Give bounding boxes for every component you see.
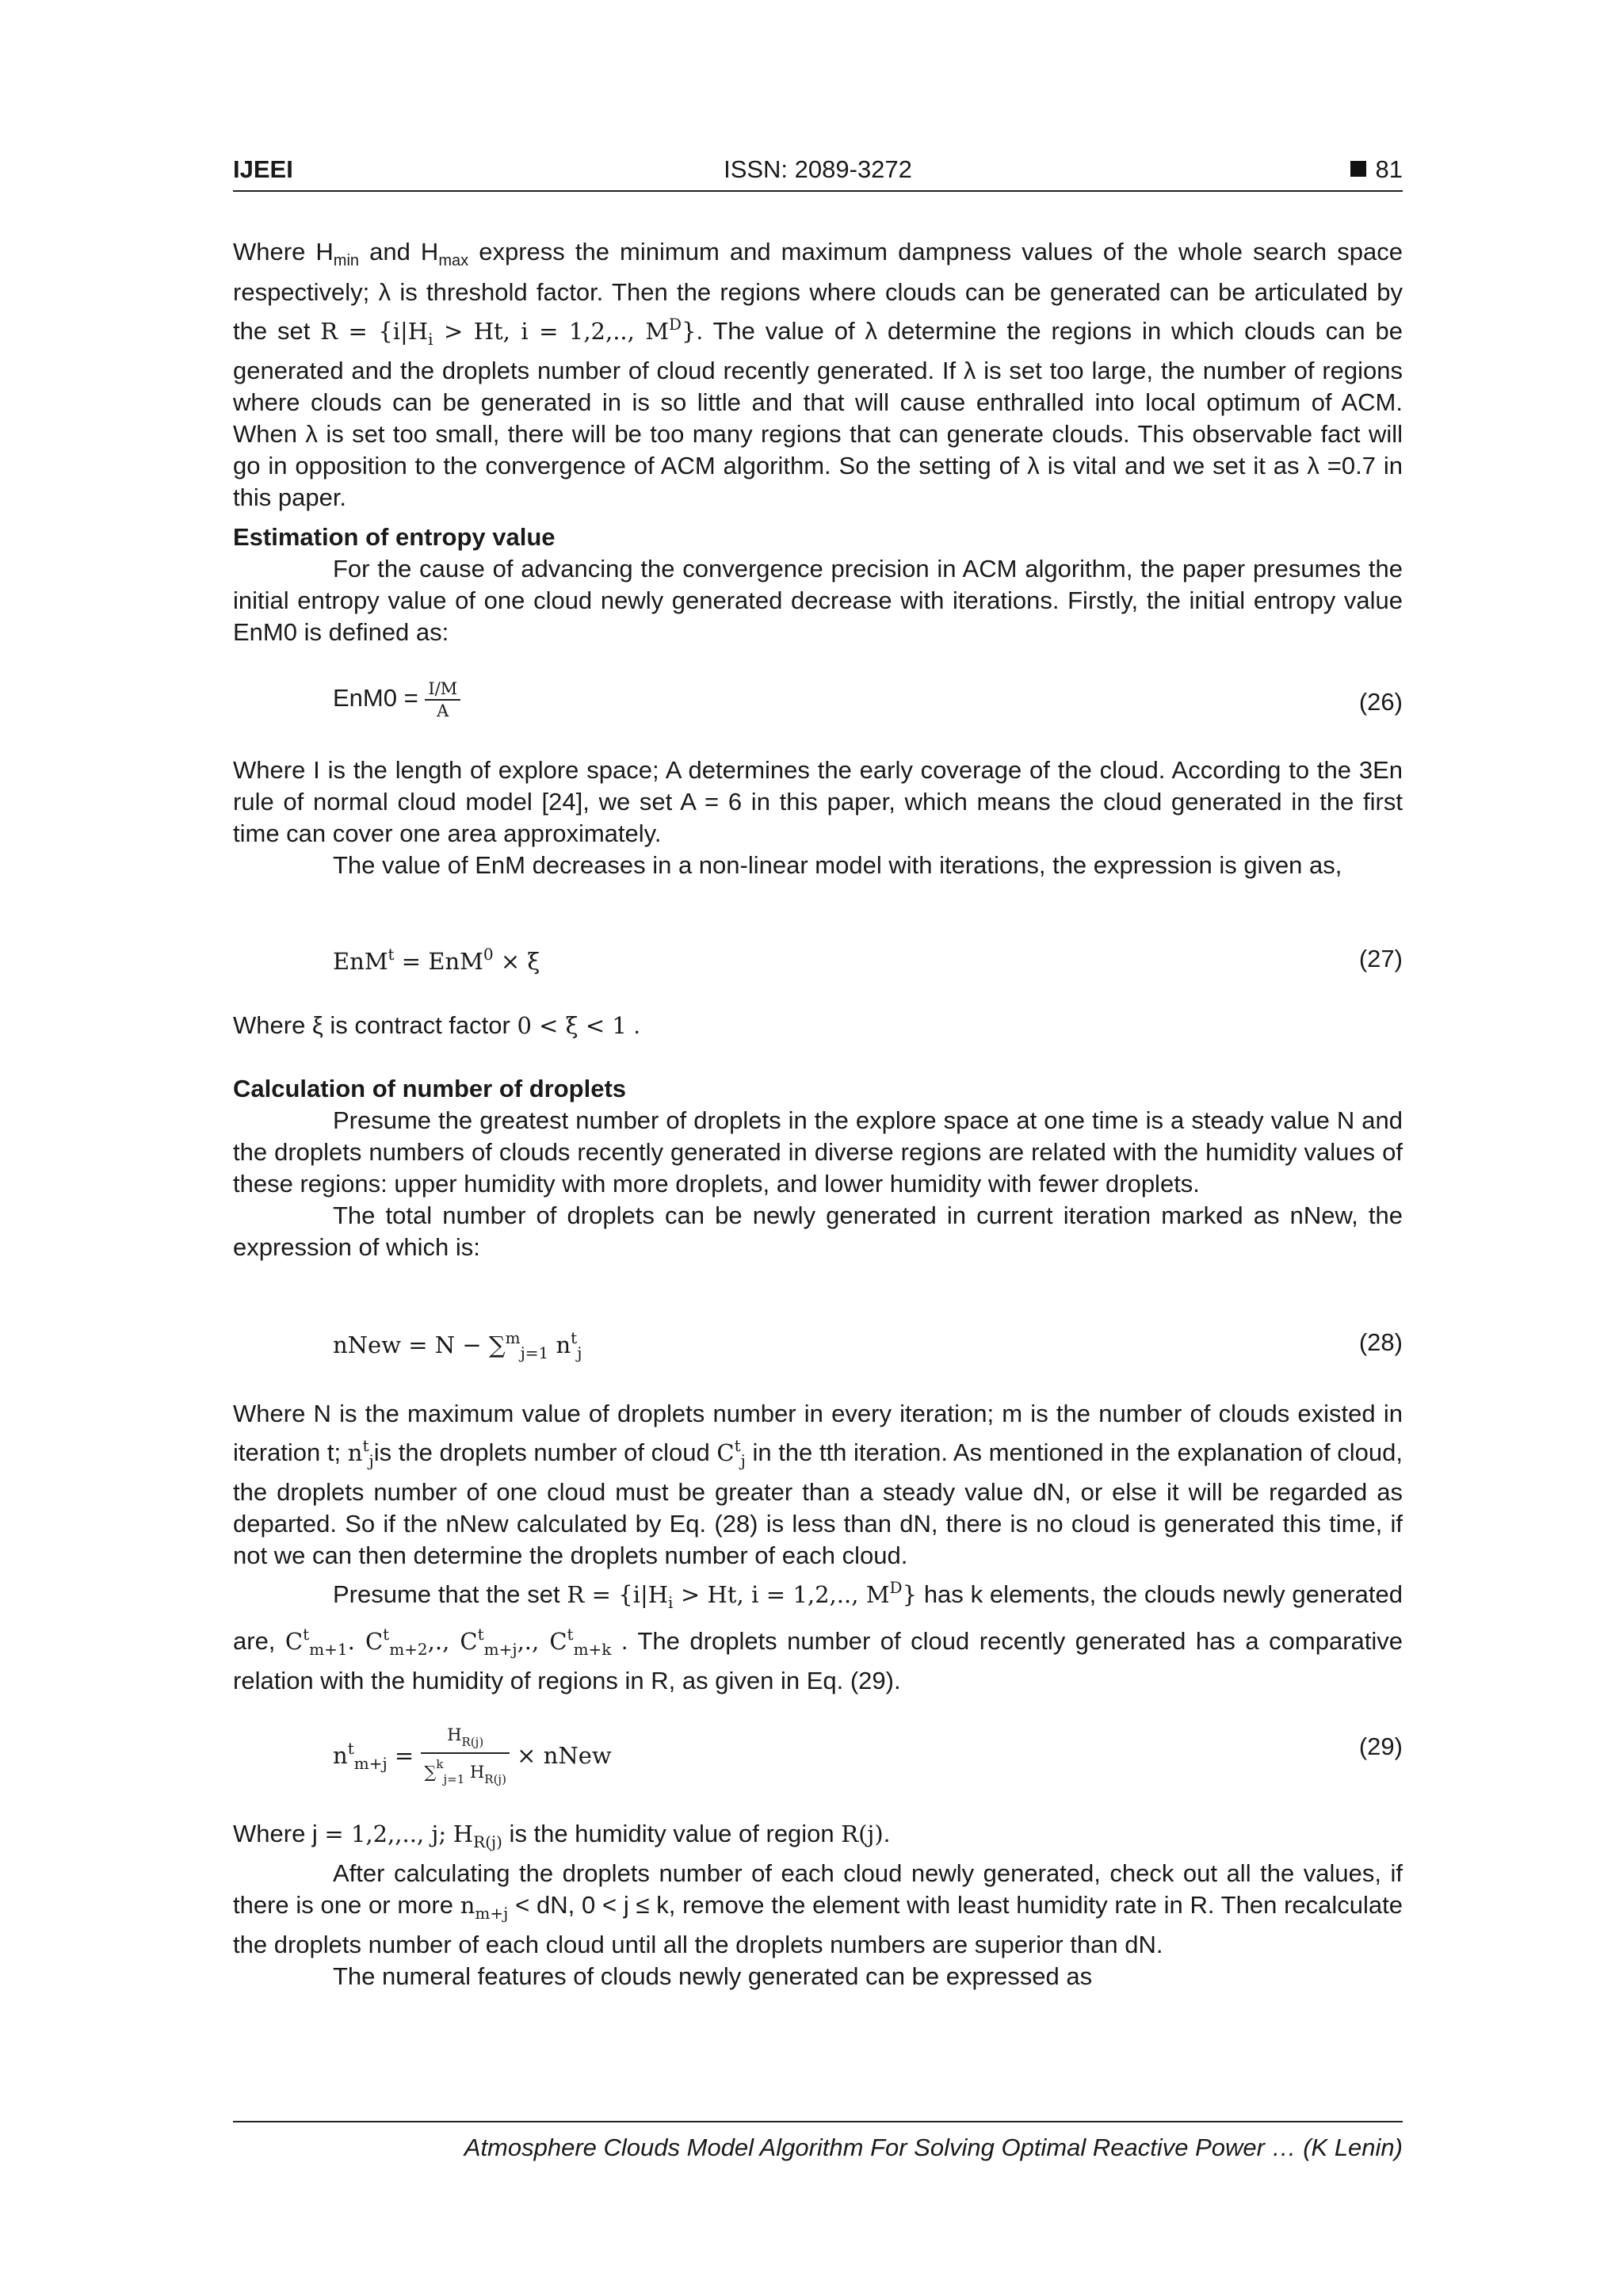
equation-number: (28) xyxy=(1358,1328,1403,1356)
running-footer: Atmosphere Clouds Model Algorithm For Solving Optimal Reactive Power … (K Lenin) xyxy=(233,2121,1403,2162)
paragraph-max-droplets: Where N is the maximum value of droplets number in every iteration; m is the number of clouds existed in iteration t; $n^t_jis$ the droplets number of cloud $C^t_j$ in the tth iteration. As mentioned in the explanation of cloud, the droplets number of one cloud must be greater than a steady value dN, or else it will be regarded as departed. So if the nNew calculated by Eq. (28) is less than dN, there is no cloud is generated this time, if not we can then determine the droplets number of each cloud. Presume that the set $R = \{i|H_i > Ht$, i = 1,2,.., $M^D$} has k elements, the clouds newly generated are, $C^t_{m+1}$. $C^t_{m+2}$,., $C^t_{m+j}$,., $C^t_{m+k}$ . The droplets number of cloud recently generated has a comparative relation with the humidity of regions in R, as given in Eq. (29). xyxy=(233,1400,1403,1694)
section-title-droplets: Calculation of number of droplets xyxy=(233,1075,627,1102)
paragraph-humidity: Where j = 1,2,,.., j; $H_{R(j)}$ is the humidity value of region R(j). After calculating the droplets number of each cloud newly generated, check out all the values, if there is one or more $n_{m+j}$ < dN, 0 < j ≤ k, remove the element with least humidity rate in R. Then recalculate the droplets number of each cloud until all the droplets numbers are superior than dN. The numeral features of clouds newly generated can be expressed as xyxy=(233,1820,1403,1990)
equation-number: (27) xyxy=(1358,945,1403,972)
issn: ISSN: 2089-3272 xyxy=(724,155,912,183)
section-droplets: Calculation of number of droplets Presume the greatest number of droplets in the explore space at one time is a steady value N and the droplets numbers of clouds recently generated in diverse regions are related with the humidity values of these regions: upper humidity with more droplets, and lower humidity with fewer droplets. The total number of droplets can be newly generated in current iteration marked as nNew, the expression of which is: xyxy=(233,1075,1403,1261)
paragraph-coverage: Where I is the length of explore space; A determines the early coverage of the cloud. According to the 3En rule of normal cloud model [24], we set A = 6 in this paper, which means the cloud generated in the first time can cover one area approximately. The value of EnM decreases in a non-linear model with iterations, the expression is given as, xyxy=(233,756,1403,879)
set-r-formula: $R = \{i|H_i > Ht$, i = 1,2,.., $M^D$} xyxy=(320,315,697,349)
equation-29: $n^t_{m+j}$ = $\frac{H_{R(j)}}{\sum^k_{j=1} H_{R(j)}}$ × nNew (29) xyxy=(333,1725,1403,1786)
paragraph-entropy-intro: For the cause of advancing the convergence precision in ACM algorithm, the paper presumes the initial entropy value of one cloud newly generated decrease with iterations. Firstly, the initial entropy value EnM0 is defined as: xyxy=(233,555,1403,646)
page-number: 81 xyxy=(1375,155,1403,183)
page-number-block xyxy=(1350,155,1403,184)
section-title-entropy: Estimation of entropy value xyxy=(233,523,556,551)
equation-26: EnM0 = $\frac{I/M}{A}$ (26) xyxy=(333,679,1403,720)
journal-name: IJEEI xyxy=(233,155,293,183)
paragraph-contract-factor: Where ξ is contract factor 0 < ξ < 1 . xyxy=(233,1011,641,1039)
equation-number: (26) xyxy=(1358,688,1403,716)
section-entropy xyxy=(233,521,1403,648)
paragraph-threshold: Where $H_{min}$ and $H_{max}$ express the minimum and maximum dampness values of the whole search space respectively; λ is threshold factor. Then the regions where clouds can be generated can be articulated by the set $R = \{i|H_i > Ht$, i = 1,2,.., $M^D$}. The value of λ determine the regions in which clouds can be generated and the droplets number of cloud recently generated. If λ is set too large, the number of regions where clouds can be generated in is so little and that will cause enthralled into local optimum of ACM. When λ is set too small, there will be too many regions that can generate clouds. This observable fact will go in opposition to the convergence of ACM algorithm. So the setting of λ is vital and we set it as λ =0.7 in this paper. xyxy=(233,238,1403,511)
equation-number: (29) xyxy=(1358,1733,1403,1760)
running-header xyxy=(233,152,1403,192)
square-bullet-icon xyxy=(1350,161,1366,177)
equation-28: nNew = N − ∑$^m_{j=1}$ $n^t_j$ (28) xyxy=(333,1328,1403,1362)
equation-27: EnM$^t$ = EnM$^0$ × ξ (27) xyxy=(333,945,1403,975)
paper-page xyxy=(233,0,1403,2296)
